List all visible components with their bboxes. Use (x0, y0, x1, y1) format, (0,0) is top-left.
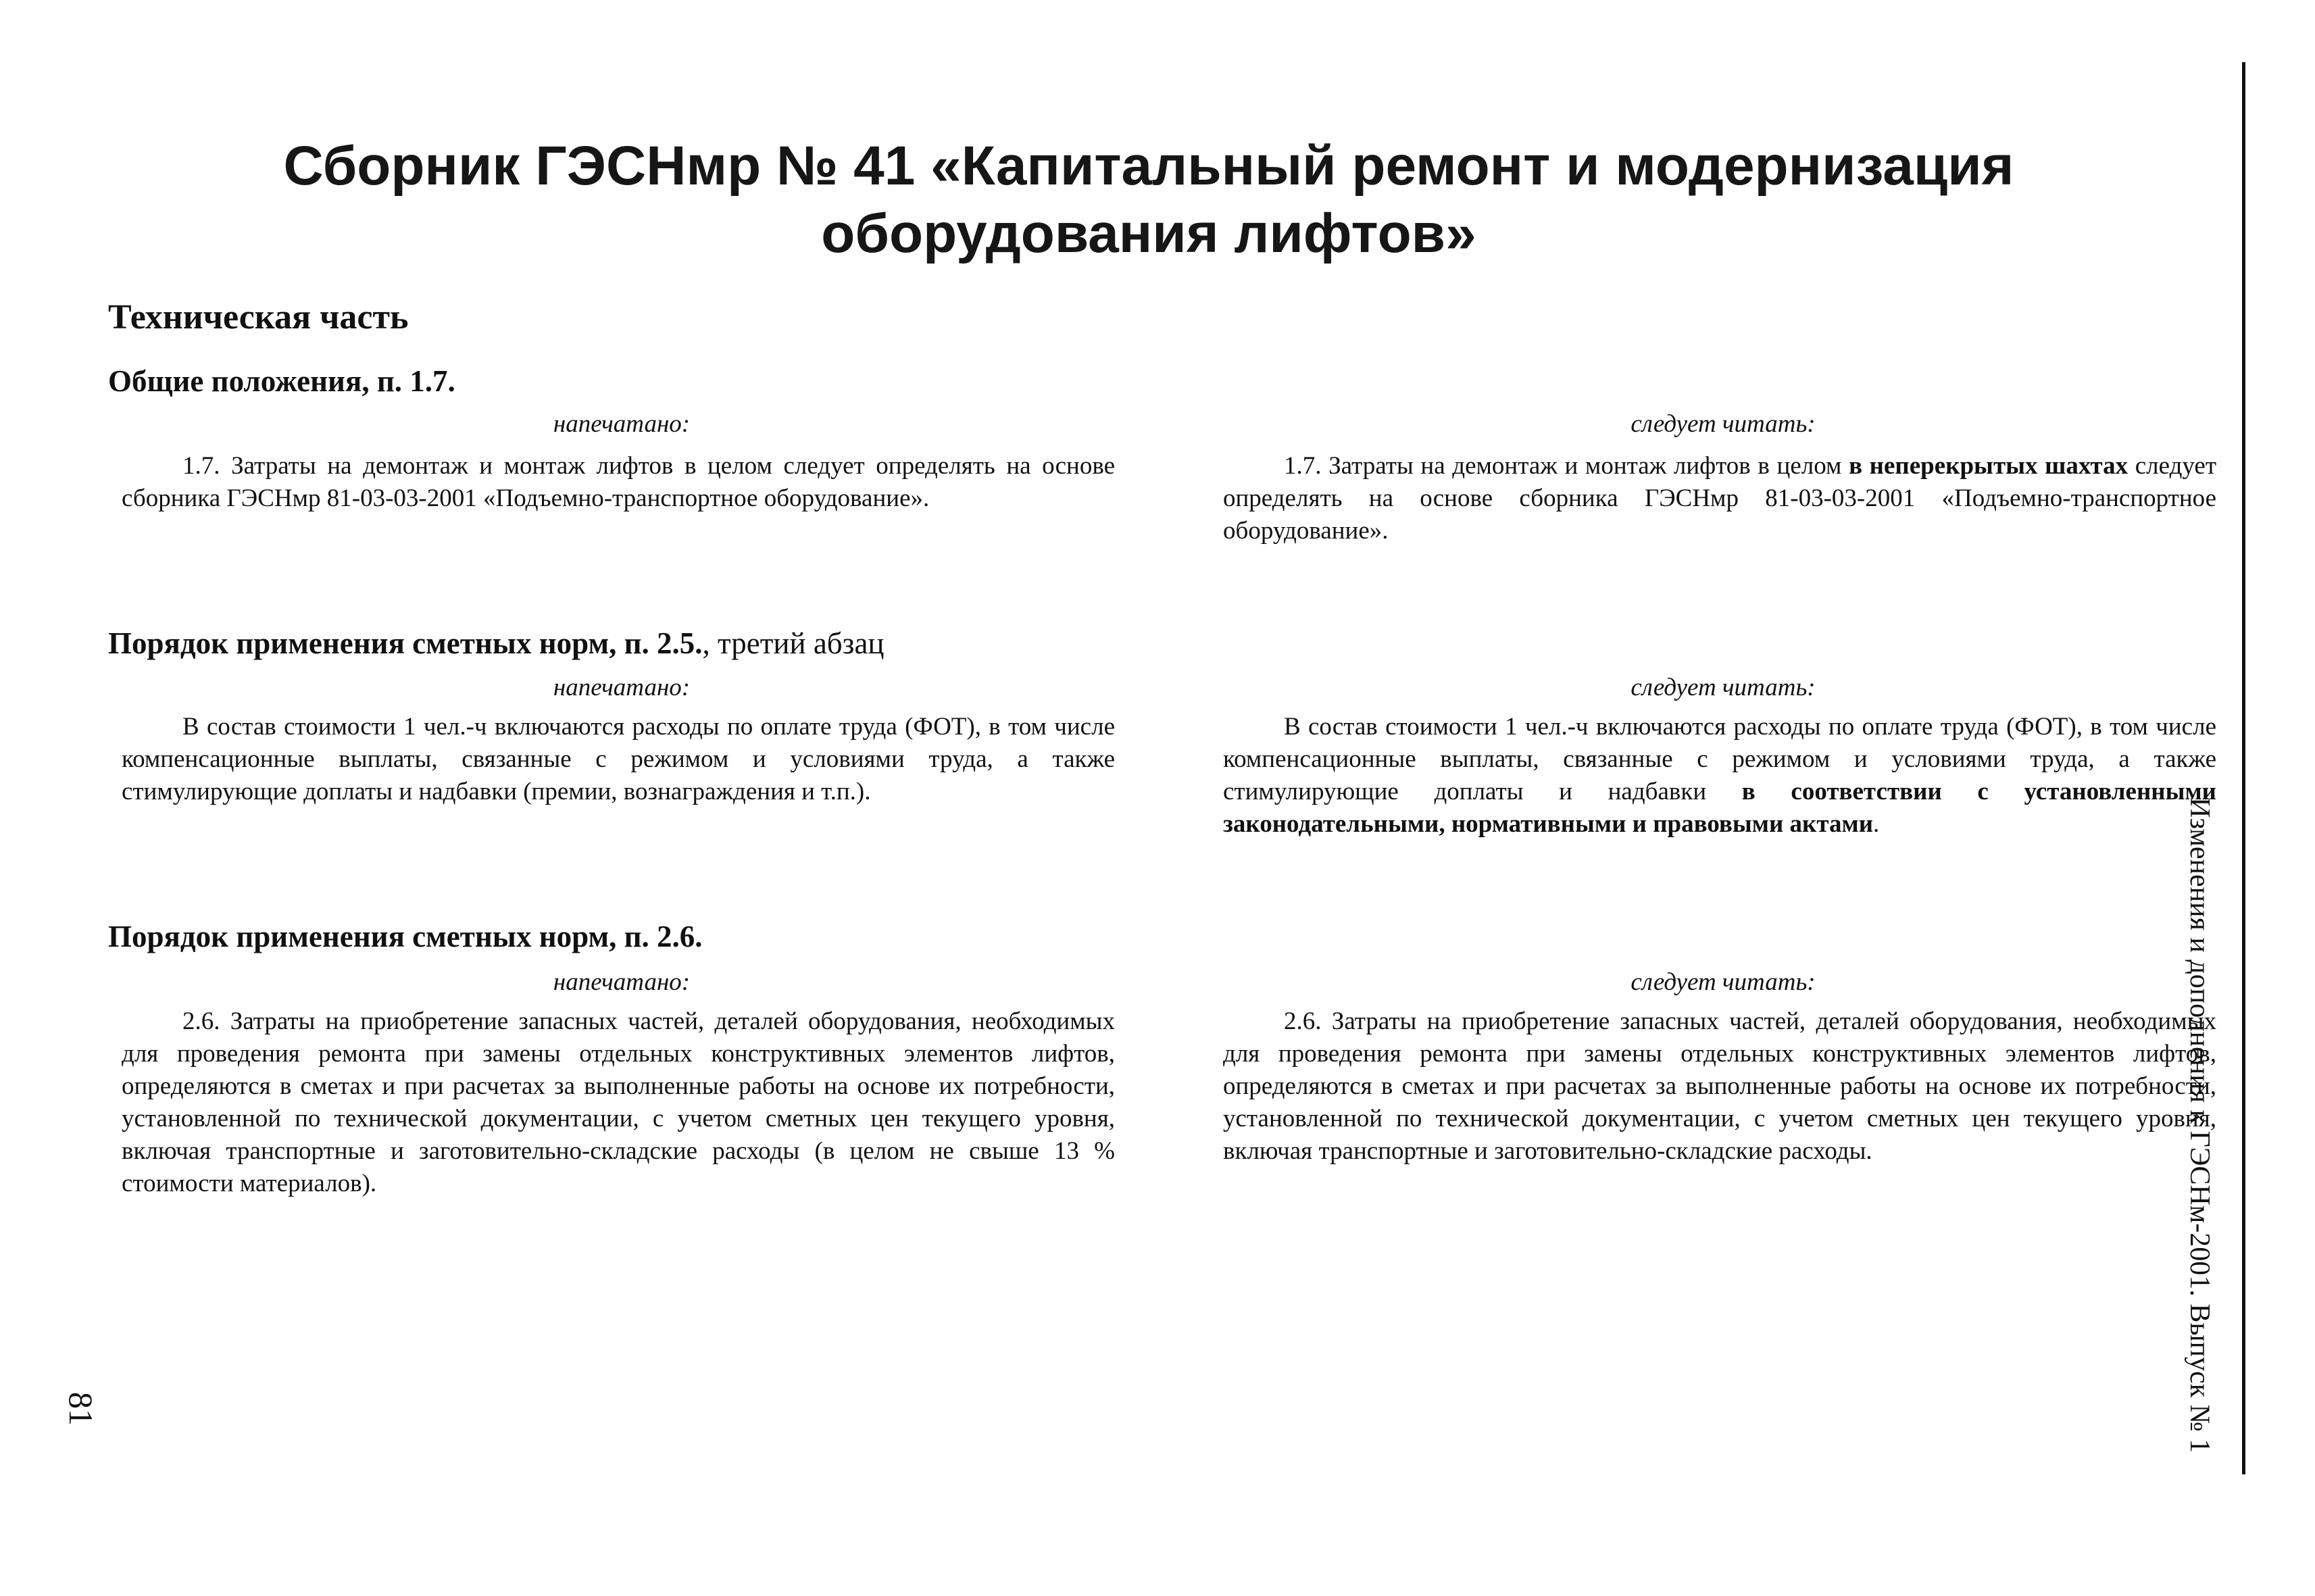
label-read-as-2: следует читать: (1631, 674, 1816, 701)
page-number: 81 (62, 1392, 100, 1426)
label-read-as-1: следует читать: (1631, 410, 1816, 438)
read-as-text-1-start: 1.7. Затраты на демонтаж и монтаж лифтов в целом (1284, 452, 1849, 480)
document-title (203, 132, 2095, 268)
section-heading-1-text: Общие положения, п. 1.7. (108, 364, 455, 398)
read-as-text-1-end: следует определять на основе сборника ГЭСНмр 81-03-03-2001 «Подъемно-транспортное оборудование». (1223, 452, 2216, 545)
label-printed-1: напечатано: (553, 410, 691, 438)
printed-text-3: 2.6. Затраты на приобретение запасных частей, деталей оборудования, необходимых для проведения ремонта при замены отдельных конструктивных элементов лифтов, определяются в сметах и при расчетах за выполненные работы на основе их потребности, установленной по технической документации, с учетом сметных цен текущего уровня, включая транспортные и заготовительно-складские расходы (в целом не свыше 13 % стоимости материалов). (122, 1007, 1115, 1197)
label-read-as-3: следует читать: (1631, 968, 1816, 996)
printed-text-2: В состав стоимости 1 чел.-ч включаются расходы по оплате труда (ФОТ), в том числе компенсационные выплаты, связанные с режимом и условиями труда, а также стимулирующие доплаты и надбавки (премии, вознаграждения и т.п.). (122, 713, 1115, 805)
section-heading-3 (108, 918, 703, 955)
side-caption-text: Изменения и дополнения к ГЭСНм-2001. Выпуск № 1 (2184, 797, 2215, 1453)
read-as-text-3-start: 2.6. Затраты на приобретение запасных частей, деталей оборудования, необходимых для проведения ремонта при замены отдельных конструктивных элементов лифтов, определяются в сметах и при расчетах за выполненные работы на основе их потребности, установленной по технической документации, с учетом сметных цен текущего уровня, включая транспортные и заготовительно-складские расходы. (1223, 1007, 2216, 1165)
label-printed-2: напечатано: (553, 674, 691, 701)
part-heading: Техническая часть (108, 298, 409, 336)
side-caption (2179, 797, 2220, 1473)
printed-text-1: 1.7. Затраты на демонтаж и монтаж лифтов в целом следует определять на основе сборника ГЭСНмр 81-03-03-2001 «Подъемно-транспортное оборудование». (122, 452, 1115, 512)
read-as-text-2-start: В состав стоимости 1 чел.-ч включаются расходы по оплате труда (ФОТ), в том числе компенсационные выплаты, связанные с режимом и условиями труда, а также стимулирующие доплаты и надбавки (1223, 713, 2216, 805)
section-heading-1 (108, 362, 455, 400)
read-as-text-2-end: . (1873, 810, 1880, 838)
document-title-line-1: Сборник ГЭСНмр № 41 «Капитальный ремонт и модернизация (283, 135, 2014, 197)
read-as-text-3 (1223, 1005, 2216, 1168)
document-title-line-2: оборудования лифтов» (821, 203, 1476, 264)
section-heading-2 (108, 624, 885, 662)
section-heading-3-text: Порядок применения сметных норм, п. 2.6. (108, 920, 703, 953)
section-heading-2-suffix: , третий абзац (702, 626, 885, 660)
label-printed-3: напечатано: (553, 968, 691, 996)
read-as-text-2 (1223, 711, 2216, 841)
read-as-text-1-emphasis: в неперекрытых шахтах (1849, 452, 2129, 480)
read-as-text-2-emphasis: в соответствии с установленными законодательными, нормативными и правовыми актами (1223, 778, 2216, 838)
side-rule (2242, 62, 2245, 1474)
section-heading-2-text: Порядок применения сметных норм, п. 2.5. (108, 626, 703, 660)
read-as-text-1 (1223, 450, 2216, 547)
